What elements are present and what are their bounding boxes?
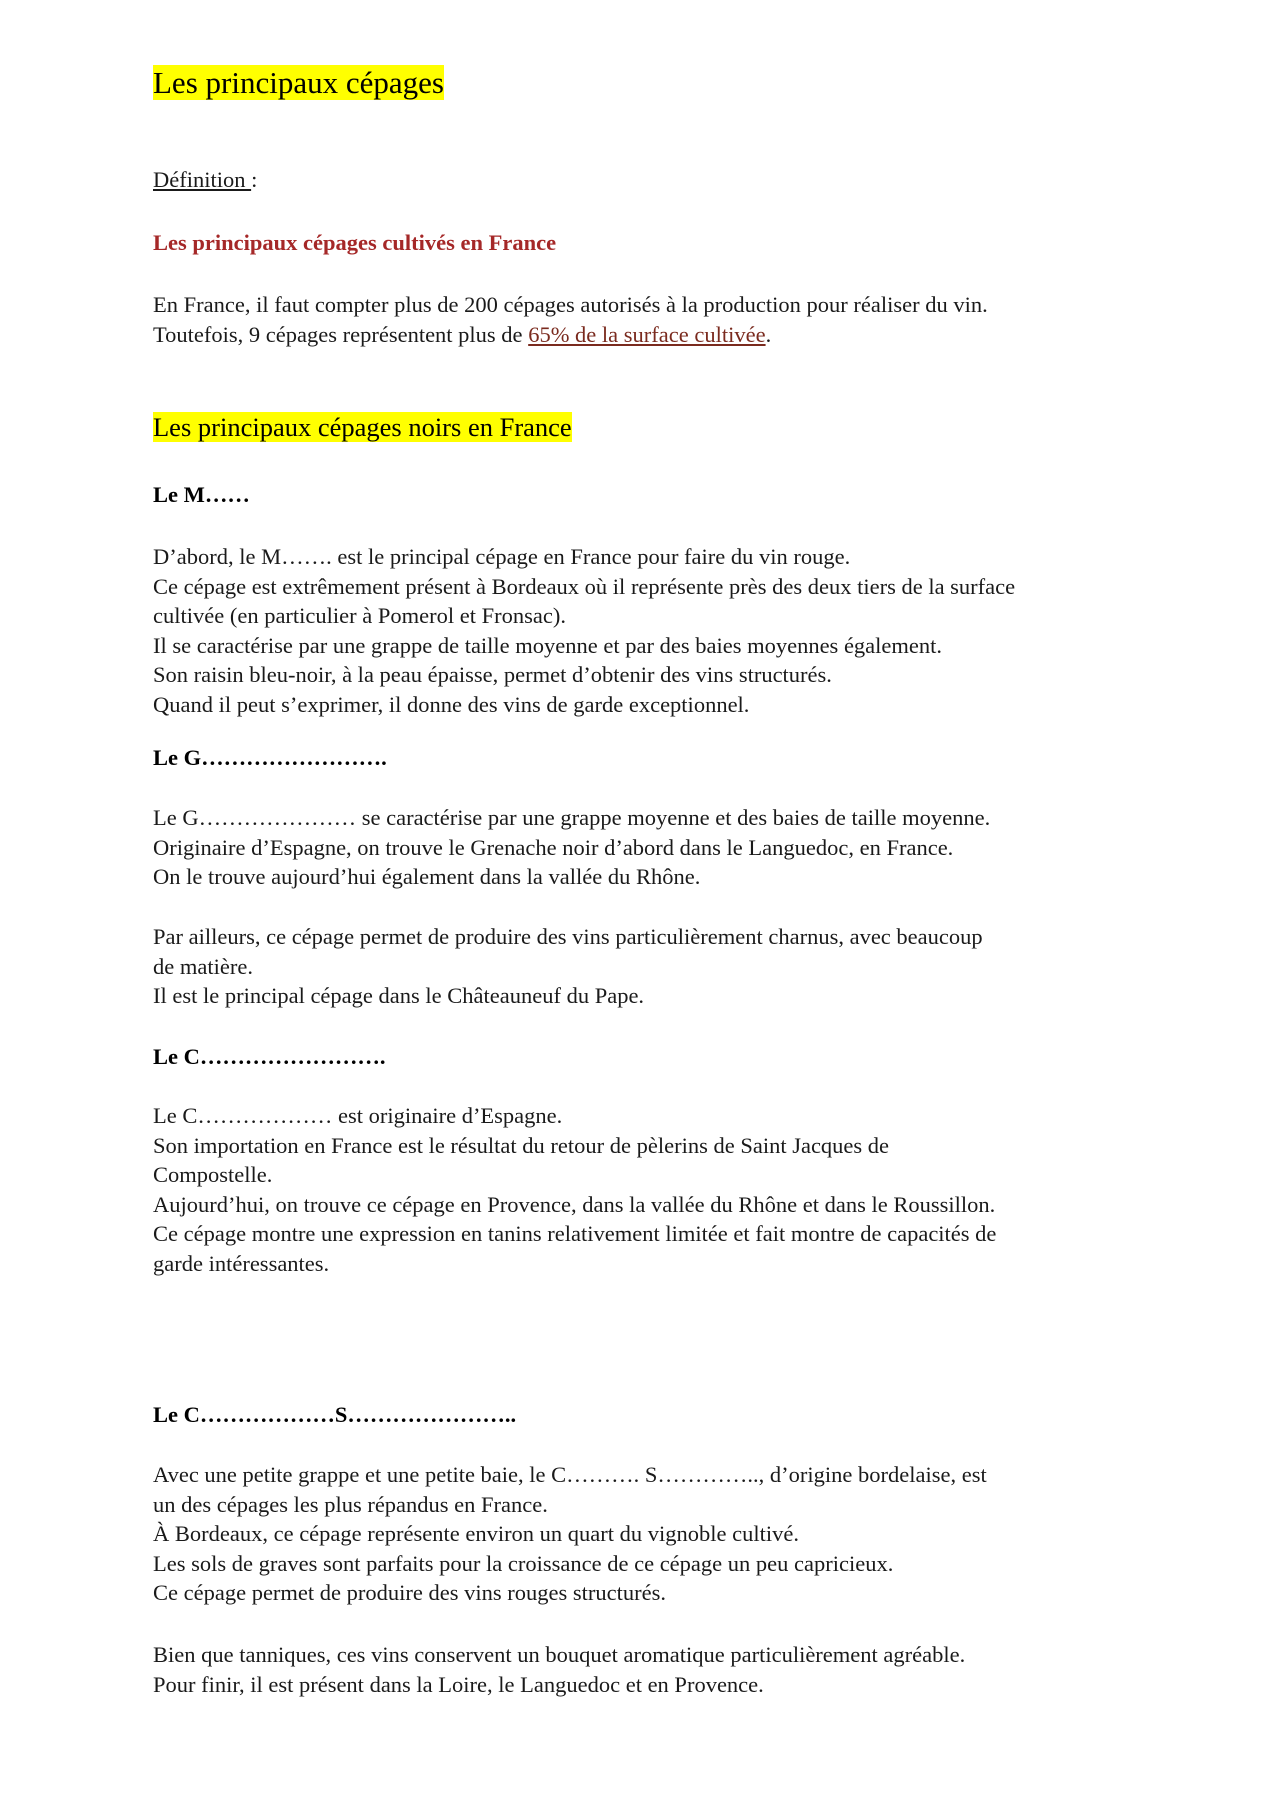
- intro-line: [153, 320, 988, 350]
- paragraph-line: Il est le principal cépage dans le Châteauneuf du Pape.: [153, 983, 645, 1009]
- grape-heading: Le C…………………….: [153, 1044, 386, 1069]
- paragraph-line: Quand il peut s’exprimer, il donne des vins de garde exceptionnel.: [153, 691, 750, 717]
- paragraph-line: garde intéressantes.: [153, 1250, 330, 1276]
- paragraph-line: de matière.: [153, 953, 253, 979]
- page-title-text: Les principaux cépages: [153, 65, 444, 100]
- definition-label-text: Définition: [153, 167, 252, 192]
- paragraph-line: Le G………………… se caractérise par une grappe moyenne et des baies de taille moyenne.: [153, 805, 991, 830]
- paragraph-line: Avec une petite grappe et une petite baie, le C………. S………….., d’origine bordelaise, est: [153, 1462, 987, 1487]
- paragraph-line: Son importation en France est le résultat du retour de pèlerins de Saint Jacques de: [153, 1132, 890, 1158]
- grape-paragraph: [153, 1101, 996, 1279]
- paragraph-line: Originaire d’Espagne, on trouve le Grenache noir d’abord dans le Languedoc, en France.: [153, 834, 954, 860]
- grape-heading: Le M……: [153, 482, 250, 507]
- surface-link[interactable]: 65% de la surface cultivée: [528, 321, 766, 347]
- section-title-black-grapes-text: Les principaux cépages noirs en France: [153, 412, 572, 442]
- intro-line: En France, il faut compter plus de 200 cépages autorisés à la production pour réaliser du vin.: [153, 292, 988, 317]
- definition-label: [153, 165, 257, 195]
- intro-line2-end: .: [765, 321, 772, 347]
- paragraph-line: Par ailleurs, ce cépage permet de produire des vins particulièrement charnus, avec beaucoup: [153, 924, 983, 949]
- paragraph-line: Ce cépage permet de produire des vins rouges structurés.: [153, 1580, 666, 1606]
- paragraph-line: Ce cépage est extrêmement présent à Bordeaux où il représente près des deux tiers de la surface: [153, 573, 1016, 599]
- grape-paragraph: [153, 1460, 987, 1608]
- definition-colon: :: [251, 167, 258, 192]
- paragraph-line: Pour finir, il est présent dans la Loire, le Languedoc et en Provence.: [153, 1671, 764, 1697]
- paragraph-line: Ce cépage montre une expression en tanins relativement limitée et fait montre de capacités de: [153, 1221, 997, 1247]
- paragraph-line: On le trouve aujourd’hui également dans la vallée du Rhône.: [153, 864, 701, 890]
- paragraph-line: cultivée (en particulier à Pomerol et Fronsac).: [153, 603, 566, 629]
- grape-paragraph: [153, 1640, 965, 1699]
- paragraph-line: Le C……………… est originaire d’Espagne.: [153, 1103, 563, 1128]
- section-title-black-grapes: [153, 410, 572, 444]
- paragraph-line: un des cépages les plus répandus en France.: [153, 1491, 548, 1517]
- intro-line2-start: Toutefois, 9 cépages représentent plus de: [153, 321, 529, 347]
- paragraph-line: Compostelle.: [153, 1162, 273, 1188]
- grape-heading: Le C………………S…………………..: [153, 1402, 517, 1427]
- grape-paragraph: [153, 803, 990, 892]
- grape-paragraph: [153, 542, 1015, 720]
- intro-paragraph: [153, 290, 988, 349]
- grape-heading: Le G…………………….: [153, 745, 387, 770]
- paragraph-line: À Bordeaux, ce cépage représente environ un quart du vignoble cultivé.: [153, 1521, 800, 1547]
- grape-paragraph: [153, 922, 983, 1011]
- paragraph-line: Son raisin bleu-noir, à la peau épaisse, permet d’obtenir des vins structurés.: [153, 662, 832, 688]
- paragraph-line: Aujourd’hui, on trouve ce cépage en Provence, dans la vallée du Rhône et dans le Roussillon.: [153, 1191, 996, 1217]
- paragraph-line: Bien que tanniques, ces vins conservent un bouquet aromatique particulièrement agréable.: [153, 1642, 966, 1667]
- paragraph-line: Il se caractérise par une grappe de taille moyenne et par des baies moyennes également.: [153, 632, 943, 658]
- paragraph-line: Les sols de graves sont parfaits pour la croissance de ce cépage un peu capricieux.: [153, 1550, 894, 1576]
- paragraph-line: D’abord, le M……. est le principal cépage en France pour faire du vin rouge.: [153, 544, 851, 569]
- section-title-cultivated: Les principaux cépages cultivés en France: [153, 230, 557, 255]
- page-title: [153, 63, 444, 103]
